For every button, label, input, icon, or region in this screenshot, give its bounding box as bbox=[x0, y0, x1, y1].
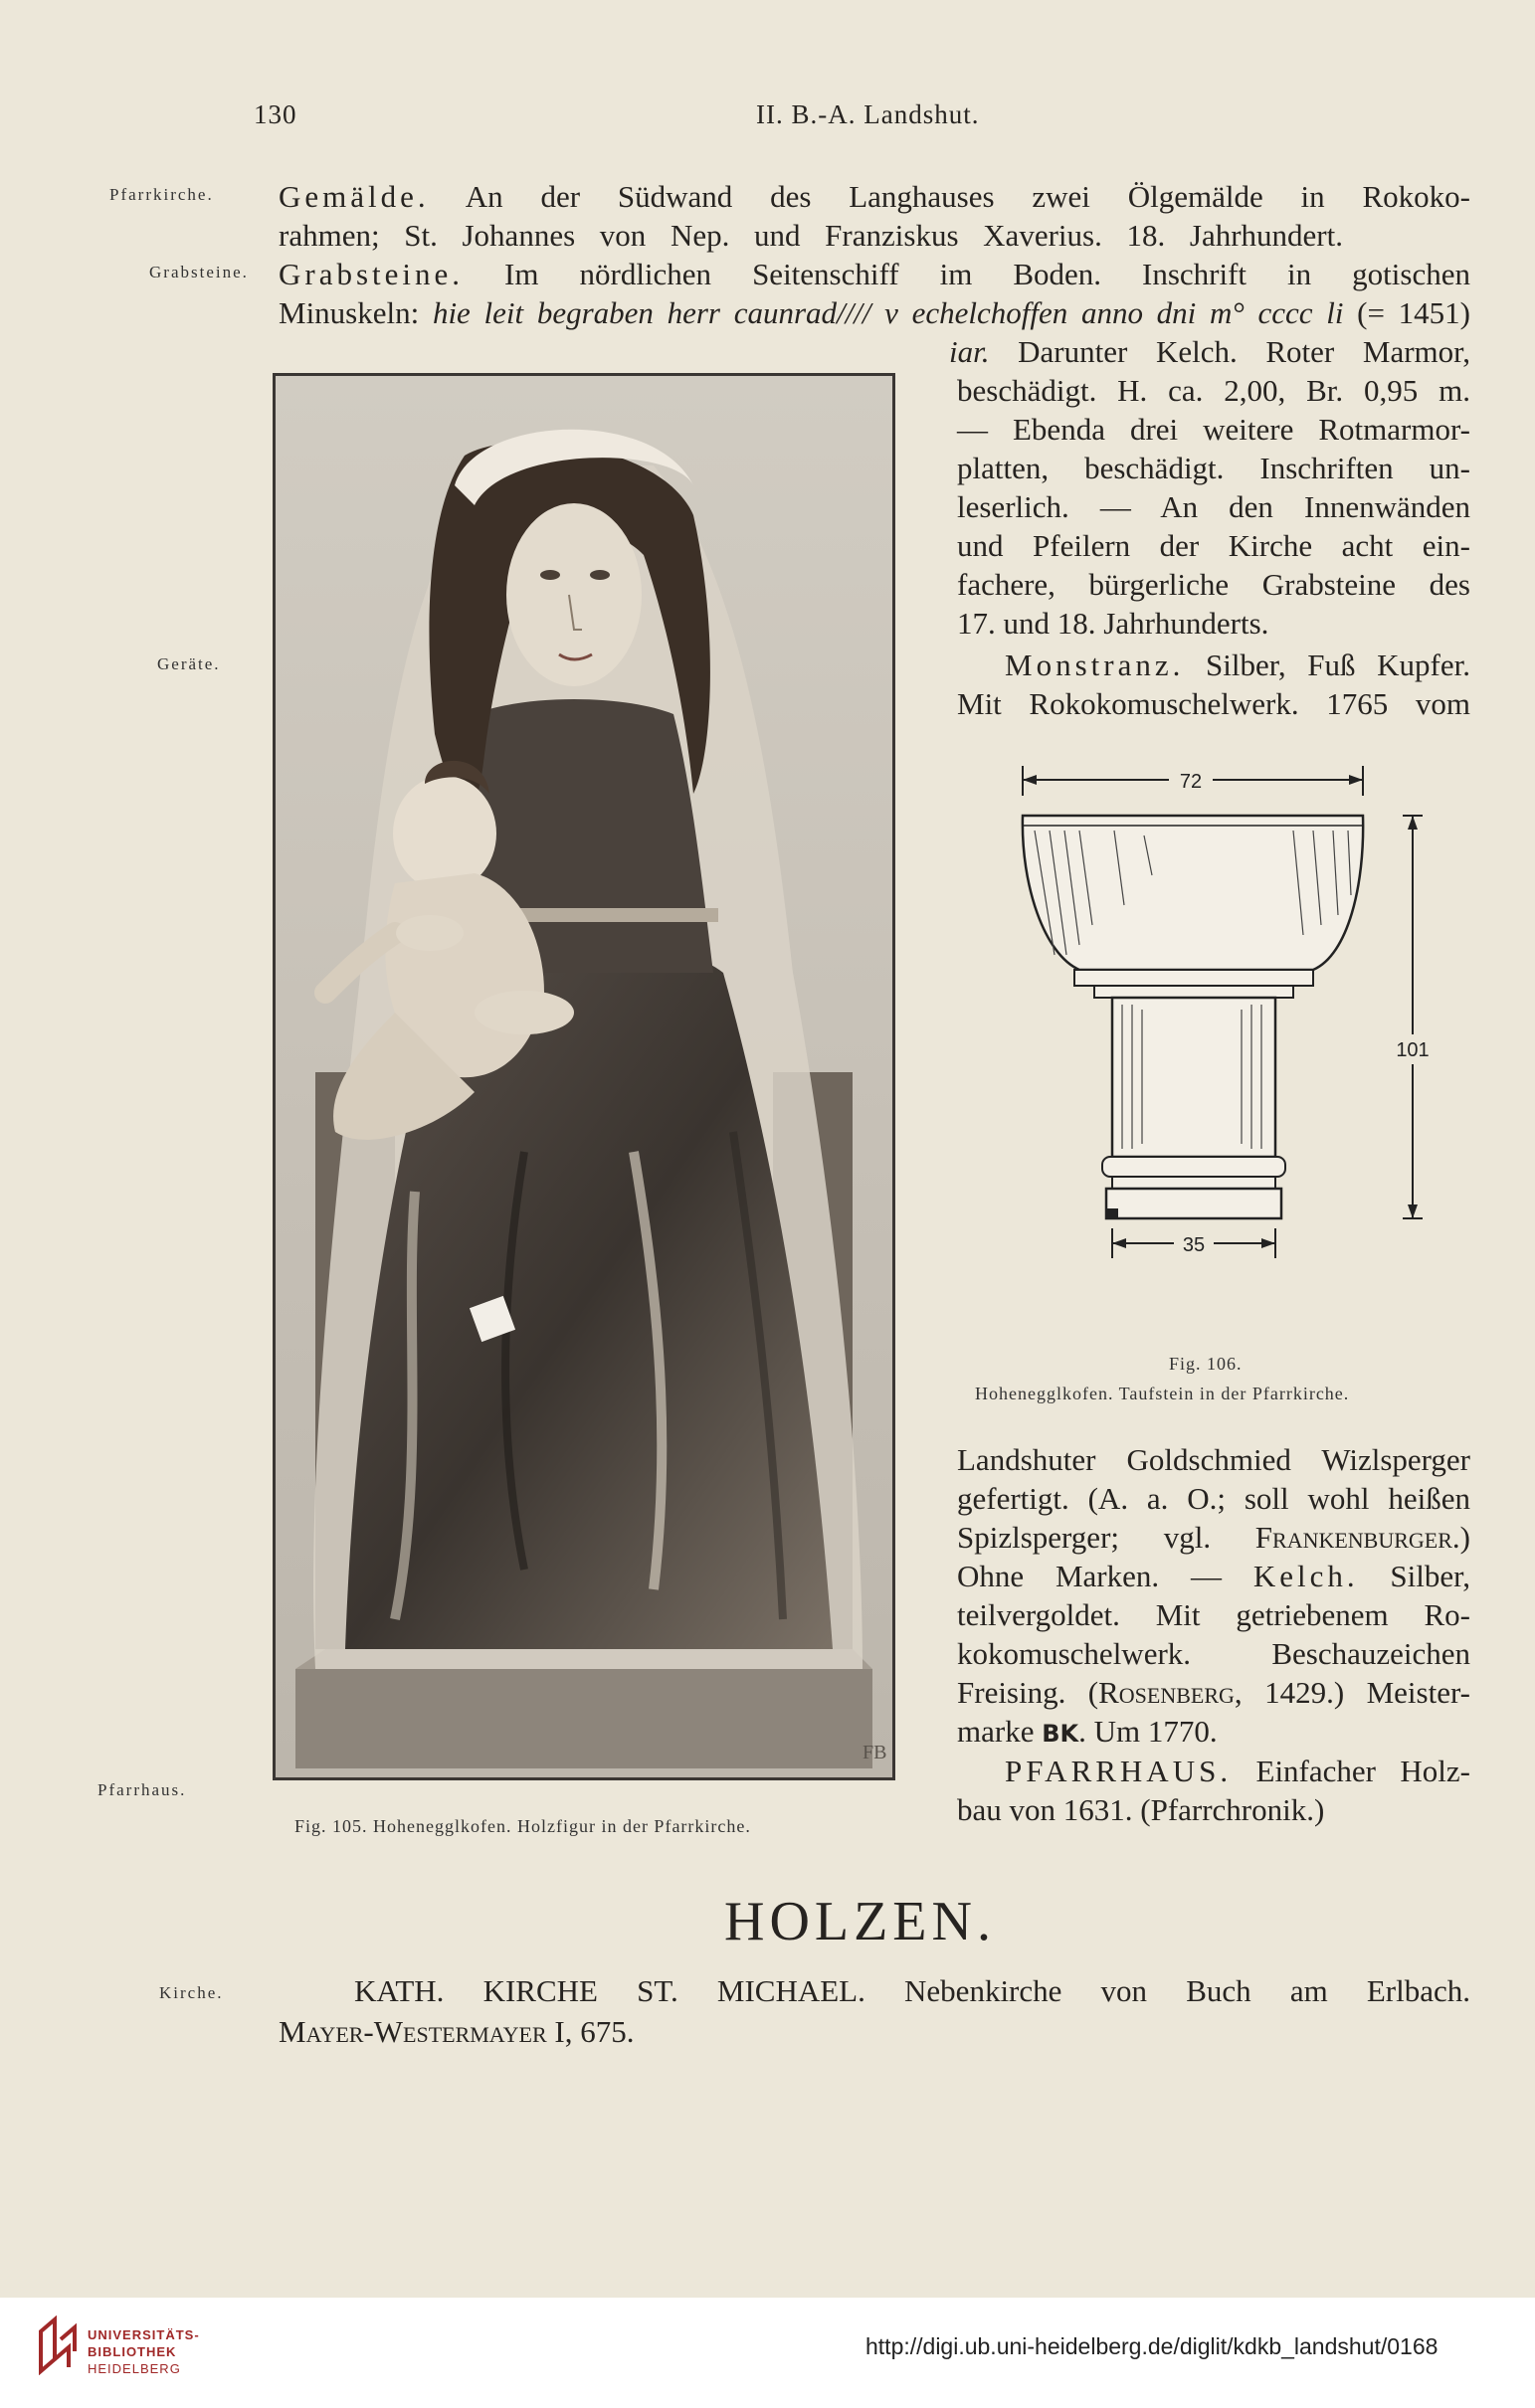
cited-author: Frankenburger bbox=[1254, 1520, 1452, 1555]
section-lead-gemaelde: Gemälde. bbox=[279, 179, 430, 214]
text-line: Grabsteine. Im nördlichen Seitenschiff im Boden. Inschrift in gotischen bbox=[279, 257, 1470, 291]
margin-note-pfarrhaus: Pfarrhaus. bbox=[97, 1780, 187, 1799]
dimension-height: 101 bbox=[1396, 1039, 1430, 1061]
maker-mark: BK bbox=[1042, 1720, 1079, 1748]
margin-note-grabsteine: Grabsteine. bbox=[149, 263, 249, 281]
text-line: platten, beschädigt. Inschriften un- bbox=[957, 451, 1470, 485]
text-line: Gemälde. An der Südwand des Langhauses zwei Ölgemälde in Rokoko- bbox=[279, 179, 1470, 214]
viewer-footer bbox=[0, 2298, 1535, 2408]
section-lead-monstranz: Monstranz. bbox=[1005, 648, 1185, 682]
library-name-line1: UNIVERSITÄTS- bbox=[88, 2327, 200, 2342]
permalink-url[interactable]: http://digi.ub.uni-heidelberg.de/diglit/kdkb_landshut/0168 bbox=[865, 2333, 1439, 2359]
margin-note-kirche: Kirche. bbox=[159, 1983, 224, 2002]
photo-madonna-figure bbox=[273, 373, 895, 1780]
text-line: KATH. KIRCHE ST. MICHAEL. Nebenkirche von Buch am Erlbach. bbox=[354, 1973, 1470, 2008]
artist-monogram: FB bbox=[863, 1742, 887, 1763]
text-line: rahmen; St. Johannes von Nep. und Franziskus Xaverius. 18. Jahrhundert. bbox=[279, 218, 1343, 253]
cited-author: Mayer-Westermayer bbox=[279, 2014, 547, 2049]
cited-author: Rosenberg bbox=[1098, 1675, 1235, 1710]
madonna-and-child-image bbox=[276, 376, 892, 1777]
text-line: kokomuschelwerk. Beschauzeichen bbox=[957, 1636, 1470, 1671]
text-line: Freising. (Rosenberg, 1429.) Meister- bbox=[957, 1675, 1470, 1710]
running-head: II. B.-A. Landshut. bbox=[756, 99, 980, 129]
text-line: beschädigt. H. ca. 2,00, Br. 0,95 m. bbox=[957, 373, 1470, 408]
text-line: gefertigt. (A. a. O.; soll wohl heißen bbox=[957, 1481, 1470, 1516]
text-line: Landshuter Goldschmied Wizlsperger bbox=[957, 1442, 1470, 1477]
baptismal-font-drawing bbox=[995, 756, 1452, 1353]
section-title-holzen: HOLZEN. bbox=[724, 1891, 996, 1952]
margin-note-pfarrkirche: Pfarrkirche. bbox=[109, 185, 214, 204]
dimension-base: 35 bbox=[1182, 1234, 1206, 1256]
dimension-width: 72 bbox=[1179, 771, 1203, 793]
text-line: marke BK. Um 1770. bbox=[957, 1714, 1218, 1749]
margin-note-geraete: Geräte. bbox=[157, 654, 221, 673]
text-line: leserlich. — An den Innenwänden bbox=[957, 489, 1470, 524]
library-logo-icon bbox=[35, 2315, 81, 2375]
text-line: Spizlsperger; vgl. Frankenburger.) bbox=[957, 1520, 1470, 1555]
text-line: Mayer-Westermayer I, 675. bbox=[279, 2014, 635, 2049]
section-lead-pfarrhaus: PFARRHAUS. bbox=[1005, 1754, 1233, 1788]
text-line: Monstranz. Silber, Fuß Kupfer. bbox=[1005, 648, 1470, 682]
text-line: iar. Darunter Kelch. Roter Marmor, bbox=[949, 334, 1470, 369]
font-figure-caption: Hohenegglkofen. Taufstein in der Pfarrkirche. bbox=[975, 1384, 1350, 1403]
text-line: Mit Rokokomuschelwerk. 1765 vom bbox=[957, 686, 1470, 721]
photo-caption: Fig. 105. Hohenegglkofen. Holzfigur in der Pfarrkirche. bbox=[294, 1816, 751, 1836]
library-name-line3: HEIDELBERG bbox=[88, 2361, 181, 2376]
page-number: 130 bbox=[254, 99, 297, 129]
text-line: teilvergoldet. Mit getriebenem Ro- bbox=[957, 1597, 1470, 1632]
text-line: fachere, bürgerliche Grabsteine des bbox=[957, 567, 1470, 602]
inscription-text: hie leit begraben herr caunrad//// v echelchoffen anno dni m° cccc li bbox=[432, 295, 1344, 330]
section-lead-grabsteine: Grabsteine. bbox=[279, 257, 465, 291]
text-line: 17. und 18. Jahrhunderts. bbox=[957, 606, 1269, 641]
library-name-line2: BIBLIOTHEK bbox=[88, 2344, 177, 2359]
text-line: Ohne Marken. — Kelch. Silber, bbox=[957, 1559, 1470, 1593]
section-lead-kelch: Kelch. bbox=[1252, 1559, 1359, 1593]
text-line-inscription: Minuskeln: hie leit begraben herr caunrad//// v echelchoffen anno dni m° cccc li (= 1451) bbox=[279, 295, 1470, 330]
font-figure-label: Fig. 106. bbox=[1169, 1354, 1243, 1374]
text-line: und Pfeilern der Kirche acht ein- bbox=[957, 528, 1470, 563]
text-line: PFARRHAUS. Einfacher Holz- bbox=[1005, 1754, 1470, 1788]
text-line: bau von 1631. (Pfarrchronik.) bbox=[957, 1792, 1325, 1827]
text-line: — Ebenda drei weitere Rotmarmor- bbox=[957, 412, 1470, 447]
